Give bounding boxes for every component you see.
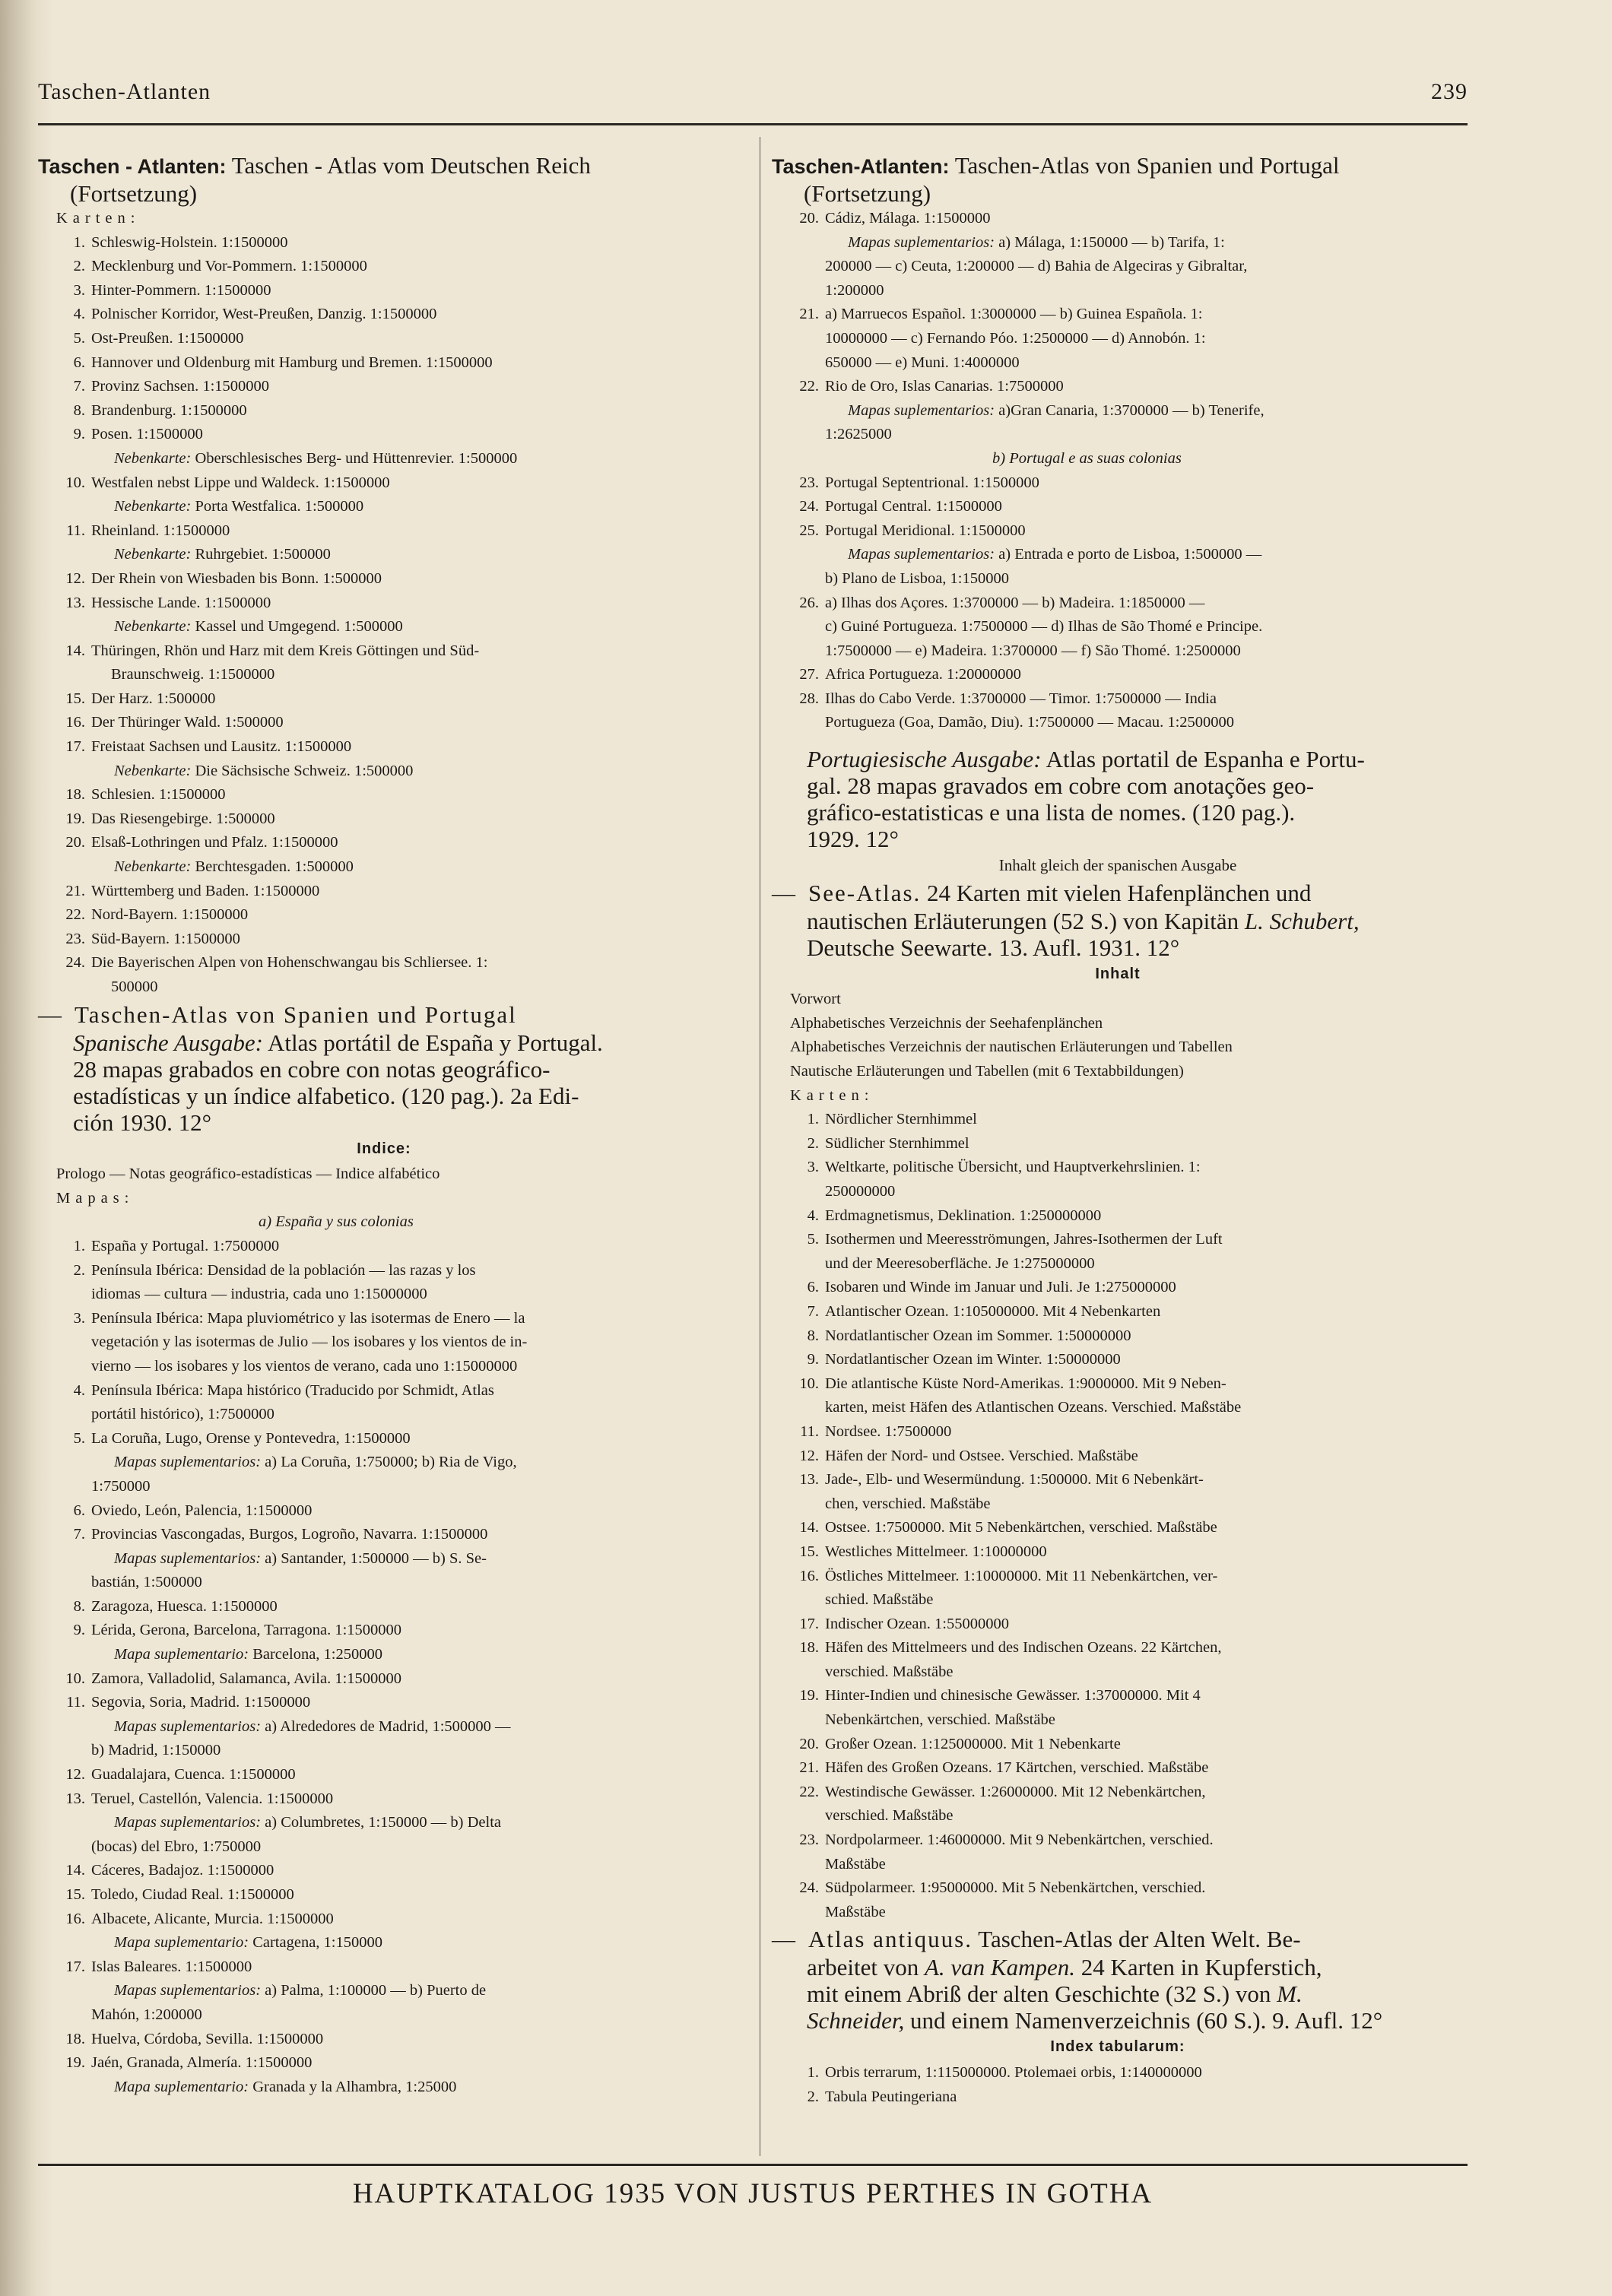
list-item: 18. Schlesien. 1:1500000 [65,786,226,804]
list-item: 12. Guadalajara, Cuenca. 1:1500000 [65,1766,296,1784]
supplement-line: Mapas suplementarios: a)Gran Canaria, 1:3700000 — b) Tenerife, [848,401,1265,419]
nebenkarte-13: Nebenkarte: Kassel und Umgegend. 1:500000 [114,618,403,636]
lead-heading: Taschen-Atlanten: [772,155,950,178]
list-item: 17. Islas Baleares. 1:1500000 [65,1958,252,1975]
list-item: 2. Península Ibérica: Densidad de la población — las razas y los [73,1261,476,1279]
list-item-continuation: 200000 — c) Ceuta, 1:200000 — d) Bahia de Algeciras y Gibraltar, [825,258,1248,275]
list-item-continuation: bastián, 1:500000 [91,1574,202,1591]
portuguese-content-note: Inhalt gleich der spanischen Ausgabe [998,856,1237,875]
list-item: 6. Oviedo, León, Palencia, 1:1500000 [73,1502,313,1519]
list-item: 11. Segovia, Soria, Madrid. 1:1500000 [66,1694,311,1711]
list-item: 25. Portugal Meridional. 1:1500000 [799,522,1026,539]
list-item: 21. Häfen des Großen Ozeans. 17 Kärtchen, verschied. Maßstäbe [799,1759,1209,1777]
list-item-continuation: vegetación y las isotermas de Julio — los isobares y los vientos de in- [91,1334,528,1351]
spain-section-title: — Taschen-Atlas von Spanien und Portugal [38,1001,517,1028]
list-item-continuation: 500000 [111,978,158,995]
list-item: 24. Portugal Central. 1:1500000 [799,498,1002,515]
list-item-continuation: Braunschweig. 1:1500000 [111,666,275,683]
list-item: 24. Südpolarmeer. 1:95000000. Mit 5 Nebenkärtchen, verschied. [799,1879,1206,1897]
list-item: 9. Nordatlantischer Ozean im Winter. 1:50000000 [807,1351,1121,1368]
list-item: 8. Nordatlantischer Ozean im Sommer. 1:50000000 [807,1327,1131,1344]
left-column [38,152,730,2099]
nebenkarte-17: Nebenkarte: Die Sächsische Schweiz. 1:500000 [114,762,414,779]
header-title: Taschen-Atlanten [38,79,211,104]
lead-heading: Taschen - Atlanten: [38,155,227,178]
list-item-continuation: 1:2625000 [825,426,892,443]
list-item-continuation: 1:200000 [825,281,884,299]
list-item: 9. Lérida, Gerona, Barcelona, Tarragona. 1:1500000 [73,1622,402,1639]
see-atlas-description: nautischen Erläuterungen (52 S.) von Kapitän L. Schubert, Deutsche Seewarte. 13. Aufl. 1931. 12° [807,907,1360,961]
running-header [38,79,1468,105]
vorwort-line: Vorwort [790,991,841,1008]
see-atlas-title: — See-Atlas. 24 Karten mit vielen Hafenplänchen und [772,879,1312,906]
list-item: 22. Nord-Bayern. 1:1500000 [65,906,249,924]
list-item-continuation: (bocas) del Ebro, 1:750000 [91,1838,262,1855]
list-item: 18. Huelva, Córdoba, Sevilla. 1:1500000 [65,2030,324,2047]
karten-label: Karten: [790,1086,874,1104]
list-item: 21. Württemberg und Baden. 1:1500000 [65,882,320,899]
list-item-continuation: portátil histórico), 1:7500000 [91,1406,274,1423]
list-item-continuation: verschied. Maßstäbe [825,1807,954,1825]
list-item-continuation: Maßstäbe [825,1903,886,1920]
karten-list [38,231,730,447]
left-lead [38,152,730,207]
mapas-label: Mapas: [56,1189,135,1207]
list-item: 22. Rio de Oro, Islas Canarias. 1:7500000 [799,378,1064,395]
nebenkarte-11: Nebenkarte: Ruhrgebiet. 1:500000 [114,546,331,563]
list-item: 9. Posen. 1:1500000 [73,426,203,443]
supplement-line: Mapas suplementarios: a) Columbretes, 1:150000 — b) Delta [114,1814,502,1831]
list-item: 13. Hessische Lande. 1:1500000 [65,594,271,611]
list-item: 1. Orbis terrarum, 1:115000000. Ptolemaei orbis, 1:140000000 [807,2064,1202,2081]
nebenkarte-10: Nebenkarte: Porta Westfalica. 1:500000 [114,498,364,515]
list-item-continuation: chen, verschied. Maßstäbe [825,1495,991,1512]
index-tabularum-heading: Index tabularum: [1050,2038,1185,2056]
inhalt-heading: Inhalt [1095,965,1141,982]
list-item-continuation: Mahón, 1:200000 [91,2006,202,2023]
list-item: 19. Hinter-Indien und chinesische Gewässer. 1:37000000. Mit 4 [799,1687,1201,1705]
supplement-line: Mapas suplementarios: a) Palma, 1:100000 — b) Puerto de [114,1982,487,1999]
page-number: 239 [1431,79,1468,104]
list-item: 5. La Coruña, Lugo, Orense y Pontevedra, 1:1500000 [73,1429,411,1447]
nebenkarte-20: Nebenkarte: Berchtesgaden. 1:500000 [114,858,354,876]
list-item: 8. Brandenburg. 1:1500000 [73,401,247,419]
list-item: 17. Freistaat Sachsen und Lausitz. 1:1500000 [65,738,352,756]
catalog-footer: HAUPTKATALOG 1935 VON JUSTUS PERTHES IN GOTHA [352,2178,1153,2209]
list-item-continuation: und der Meeresoberfläche. Je 1:275000000 [825,1254,1095,1272]
list-item-continuation: 650000 — e) Muni. 1:4000000 [825,354,1020,371]
list-item: 1. España y Portugal. 1:7500000 [73,1237,280,1254]
list-item: 10. Die atlantische Küste Nord-Amerikas. 1:9000000. Mit 9 Neben- [799,1375,1226,1392]
supplement-line: Mapas suplementarios: a) Málaga, 1:150000 — b) Tarifa, 1: [848,233,1225,251]
list-item-continuation: c) Guiné Portugueza. 1:7500000 — d) Ilhas de São Thomé e Principe. [825,618,1263,636]
supplement-line: Mapa suplementario: Cartagena, 1:150000 [114,1934,382,1952]
list-item: 24. Die Bayerischen Alpen von Hohenschwangau bis Schliersee. 1: [65,954,488,972]
list-item: 4. Erdmagnetismus, Deklination. 1:250000000 [807,1207,1102,1224]
list-item: 1. Nördlicher Sternhimmel [807,1111,977,1128]
list-item: 26. a) Ilhas dos Açores. 1:3700000 — b) Madeira. 1:1850000 — [799,594,1205,611]
list-item: 11. Rheinland. 1:1500000 [66,522,230,539]
supplement-line: Mapas suplementarios: a) Santander, 1:500000 — b) S. Se- [114,1549,487,1567]
list-item: 21. a) Marruecos Español. 1:3000000 — b) Guinea Española. 1: [799,306,1203,323]
list-item-continuation: Nebenkärtchen, verschied. Maßstäbe [825,1711,1055,1729]
supplement-line: Mapa suplementario: Granada y la Alhambra, 1:25000 [114,2078,457,2095]
list-item: 3. Hinter-Pommern. 1:1500000 [73,281,271,299]
list-item-continuation: idiomas — cultura — industria, cada uno 1:15000000 [91,1286,427,1303]
list-item: 4. Polnischer Korridor, West-Preußen, Danzig. 1:1500000 [73,306,437,323]
list-item: 7. Atlantischer Ozean. 1:105000000. Mit 4 Nebenkarten [807,1302,1161,1320]
right-lead [772,152,1464,207]
supplement-line: Mapas suplementarios: a) Entrada e porto de Lisboa, 1:500000 — [848,546,1262,563]
list-item: 2. Mecklenburg und Vor-Pommern. 1:1500000 [73,258,367,275]
list-item: 20. Cádiz, Málaga. 1:1500000 [799,210,991,227]
list-item-continuation: 10000000 — c) Fernando Póo. 1:2500000 — d) Annobón. 1: [825,329,1206,347]
verzeichnis-line: Alphabetisches Verzeichnis der nautischen Erläuterungen und Tabellen [790,1039,1233,1056]
list-item: 6. Isobaren und Winde im Januar und Juli. Je 1:275000000 [807,1279,1176,1296]
list-item-continuation: Maßstäbe [825,1855,886,1873]
list-item: 5. Ost-Preußen. 1:1500000 [73,329,244,347]
list-item: 27. Africa Portugueza. 1:20000000 [799,666,1021,683]
list-item: 22. Westindische Gewässer. 1:26000000. Mit 12 Nebenkärtchen, [799,1783,1206,1800]
list-item-continuation: 1:750000 [91,1477,151,1495]
spain-description: Spanische Ausgabe: Atlas portátil de España y Portugal. 28 mapas grabados en cobre con notas geográfico- estadísticas y un índice alfabetico. (120 pag.). 2a Edi- ción 1930. 12° [73,1029,603,1136]
list-item: 13. Teruel, Castellón, Valencia. 1:1500000 [65,1790,334,1807]
list-item: 13. Jade-, Elb- und Wesermündung. 1:500000. Mit 6 Nebenkärt- [799,1471,1204,1489]
footer-rule [38,2164,1468,2166]
list-item: 11. Nordsee. 1:7500000 [800,1422,952,1440]
list-item-continuation: b) Madrid, 1:150000 [91,1742,221,1759]
right-column [772,152,1464,2109]
list-item: 15. Westliches Mittelmeer. 1:10000000 [799,1543,1047,1560]
list-item: 16. Östliches Mittelmeer. 1:10000000. Mit 11 Nebenkärtchen, ver- [799,1567,1218,1584]
list-item: 23. Portugal Septentrional. 1:1500000 [799,474,1039,491]
list-item: 10. Zamora, Valladolid, Salamanca, Avila. 1:1500000 [65,1670,402,1687]
list-item: 15. Toledo, Ciudad Real. 1:1500000 [65,1886,294,1903]
list-item: 7. Provinz Sachsen. 1:1500000 [73,378,270,395]
nebenkarte-9: Nebenkarte: Oberschlesisches Berg- und Hüttenrevier. 1:500000 [114,449,518,467]
lead-title: Taschen - Atlas vom Deutschen Reich [231,152,591,179]
list-item: 7. Provincias Vascongadas, Burgos, Logroño, Navarra. 1:1500000 [73,1526,488,1543]
list-item: 20. Elsaß-Lothringen und Pfalz. 1:1500000 [65,834,338,851]
list-item: 19. Jaén, Granada, Almería. 1:1500000 [65,2054,313,2072]
list-item: 28. Ilhas do Cabo Verde. 1:3700000 — Timor. 1:7500000 — India [799,690,1217,707]
list-item: 20. Großer Ozean. 1:125000000. Mit 1 Nebenkarte [799,1735,1121,1752]
section-b-heading: b) Portugal e as suas colonias [992,449,1182,467]
karten-label: Karten: [56,210,141,227]
list-item: 12. Häfen der Nord- und Ostsee. Verschied. Maßstäbe [799,1447,1138,1464]
verzeichnis-line: Nautische Erläuterungen und Tabellen (mit 6 Textabbildungen) [790,1063,1184,1080]
supplement-line: Mapas suplementarios: a) Alrededores de Madrid, 1:500000 — [114,1717,511,1735]
list-item: 14. Cáceres, Badajoz. 1:1500000 [65,1862,274,1879]
list-item: 17. Indischer Ozean. 1:55000000 [799,1615,1009,1632]
portuguese-edition: Portugiesische Ausgabe: Atlas portatil de Espanha e Portu- gal. 28 mapas gravados em cobre com anotações geo- gráfico-estatisticas e una lista de nomes. (120 pag.). 1929. 12° [807,746,1365,853]
list-item-continuation: verschied. Maßstäbe [825,1663,954,1680]
list-item: 10. Westfalen nebst Lippe und Waldeck. 1:1500000 [65,474,390,491]
list-item-continuation: b) Plano de Lisboa, 1:150000 [825,569,1009,587]
lead-continuation: (Fortsetzung) [804,180,931,207]
lead-title: Taschen-Atlas von Spanien und Portugal [954,152,1340,179]
list-item: 16. Albacete, Alicante, Murcia. 1:1500000 [65,1910,334,1927]
atlas-antiquus-title: — Atlas antiquus. Taschen-Atlas der Alten Welt. Be- [772,1926,1301,1953]
list-item: 23. Nordpolarmeer. 1:46000000. Mit 9 Nebenkärtchen, verschied. [799,1831,1214,1849]
supplement-line: Mapa suplementario: Barcelona, 1:250000 [114,1646,382,1663]
indice-heading: Indice: [357,1140,411,1157]
verzeichnis-line: Alphabetisches Verzeichnis der Seehafenplänchen [790,1014,1103,1032]
list-item: 3. Península Ibérica: Mapa pluviométrico y las isotermas de Enero — la [73,1309,525,1327]
list-item-continuation: karten, meist Häfen des Atlantischen Ozeans. Verschied. Maßstäbe [825,1399,1242,1416]
prologo-line: Prologo — Notas geográfico-estadísticas — Indice alfabético [56,1165,440,1183]
list-item: 18. Häfen des Mittelmeers und des Indischen Ozeans. 22 Kärtchen, [799,1639,1222,1657]
list-item: 2. Südlicher Sternhimmel [807,1134,969,1152]
list-item: 8. Zaragoza, Huesca. 1:1500000 [73,1597,278,1615]
list-item: 15. Der Harz. 1:500000 [65,690,216,707]
list-item: 4. Península Ibérica: Mapa histórico (Traducido por Schmidt, Atlas [73,1381,494,1399]
list-item: 3. Weltkarte, politische Übersicht, und Hauptverkehrslinien. 1: [807,1159,1201,1176]
header-rule [38,123,1468,125]
list-item-continuation: 1:7500000 — e) Madeira. 1:3700000 — f) São Thomé. 1:2500000 [825,642,1241,659]
supplement-line: Mapas suplementarios: a) La Coruña, 1:750000; b) Ria de Vigo, [114,1454,517,1471]
list-item: 14. Ostsee. 1:7500000. Mit 5 Nebenkärtchen, verschied. Maßstäbe [799,1519,1217,1536]
list-item-continuation: Portugueza (Goa, Damão, Diu). 1:7500000 — Macau. 1:2500000 [825,714,1235,731]
list-item: 23. Süd-Bayern. 1:1500000 [65,930,240,947]
list-item-continuation: vierno — los isobares y los vientos de verano, cada uno 1:15000000 [91,1357,518,1375]
lead-continuation: (Fortsetzung) [70,180,198,207]
list-item: 16. Der Thüringer Wald. 1:500000 [65,714,284,731]
list-item: 6. Hannover und Oldenburg mit Hamburg und Bremen. 1:1500000 [73,354,493,371]
section-a-heading: a) España y sus colonias [259,1213,414,1231]
list-item: 2. Tabula Peutingeriana [807,2088,957,2105]
list-item-continuation: schied. Maßstäbe [825,1591,934,1609]
list-item-continuation: 250000000 [825,1183,896,1200]
list-item: 14. Thüringen, Rhön und Harz mit dem Kreis Göttingen und Süd- [65,642,480,659]
list-item: 1. Schleswig-Holstein. 1:1500000 [73,233,288,251]
list-item: 5. Isothermen und Meeresströmungen, Jahres-Isothermen der Luft [807,1231,1223,1248]
atlas-antiquus-description: arbeitet von A. van Kampen. 24 Karten in Kupferstich, mit einem Abriß der alten Geschichte (32 S.) von M. Schneider, und einem Namenverzeichnis (60 S.). 9. Aufl. 12° [807,1954,1383,2034]
list-item: 12. Der Rhein von Wiesbaden bis Bonn. 1:500000 [65,569,382,587]
list-item: 19. Das Riesengebirge. 1:500000 [65,810,275,827]
